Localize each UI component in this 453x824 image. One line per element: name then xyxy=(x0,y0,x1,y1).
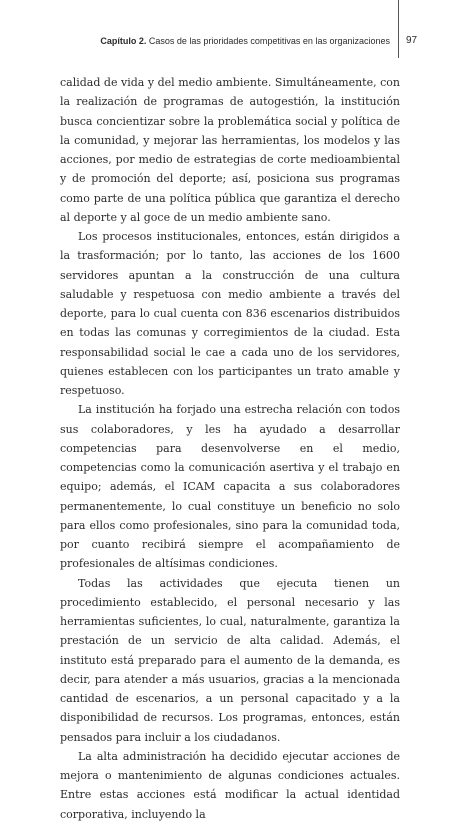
chapter-title: Casos de las prioridades competitivas en las organizaciones xyxy=(148,36,390,46)
chapter-label: Capítulo 2. xyxy=(100,36,147,46)
paragraph: La alta administración ha decidido ejecutar acciones de mejora o mantenimiento de algunas condiciones actuales. Entre estas acciones está modificar la actual identidad corporativa, incluyendo la xyxy=(60,749,400,821)
body-text xyxy=(60,73,400,824)
page-number: 97 xyxy=(406,35,418,46)
paragraph: Los procesos institucionales, entonces, están dirigidos a la trasformación; por lo tanto, las acciones de los 1600 servidores apuntan a la construcción de una cultura saludable y respetuosa con medio ambiente a través del deporte, para lo cual cuenta con 836 escenarios distribuidos en todas las comunas y corregimientos de la ciudad. Esta responsabilidad social le cae a cada uno de los servidores, quienes establecen con los participantes un trato amable y respetuoso. xyxy=(60,230,400,397)
header-divider xyxy=(398,0,399,58)
running-header xyxy=(60,36,390,46)
paragraph: calidad de vida y del medio ambiente. Simultáneamente, con la realización de programas de autogestión, la institución busca concientizar sobre la problemática social y política de la comunidad, y mejorar las herramientas, los modelos y las acciones, por medio de estrategias de corte medioambiental y de promoción del deporte; así, posiciona sus programas como parte de una política pública que garantiza el derecho al deporte y al goce de un medio ambiente sano. xyxy=(60,76,400,224)
paragraph: La institución ha forjado una estrecha relación con todos sus colaboradores, y les ha ayudado a desarrollar competencias para desenvolverse en el medio, competencias como la comunicación asertiva y el trabajo en equipo; además, el ICAM capacita a sus colaboradores permanentemente, lo cual constituye un beneficio no solo para ellos como profesionales, sino para la comunidad toda, por cuanto recibirá siempre el acompañamiento de profesionales de altísimas condiciones. xyxy=(60,403,400,571)
paragraph: Todas las actividades que ejecuta tienen un procedimiento establecido, el personal necesario y las herramientas suficientes, lo cual, naturalmente, garantiza la prestación de un servicio de alta calidad. Además, el instituto está preparado para el aumento de la demanda, es decir, para atender a más usuarios, gracias a la mencionada cantidad de escenarios, a un personal capacitado y a la disponibilidad de recursos. Los programas, entonces, están pensados para incluir a los ciudadanos. xyxy=(60,576,400,744)
